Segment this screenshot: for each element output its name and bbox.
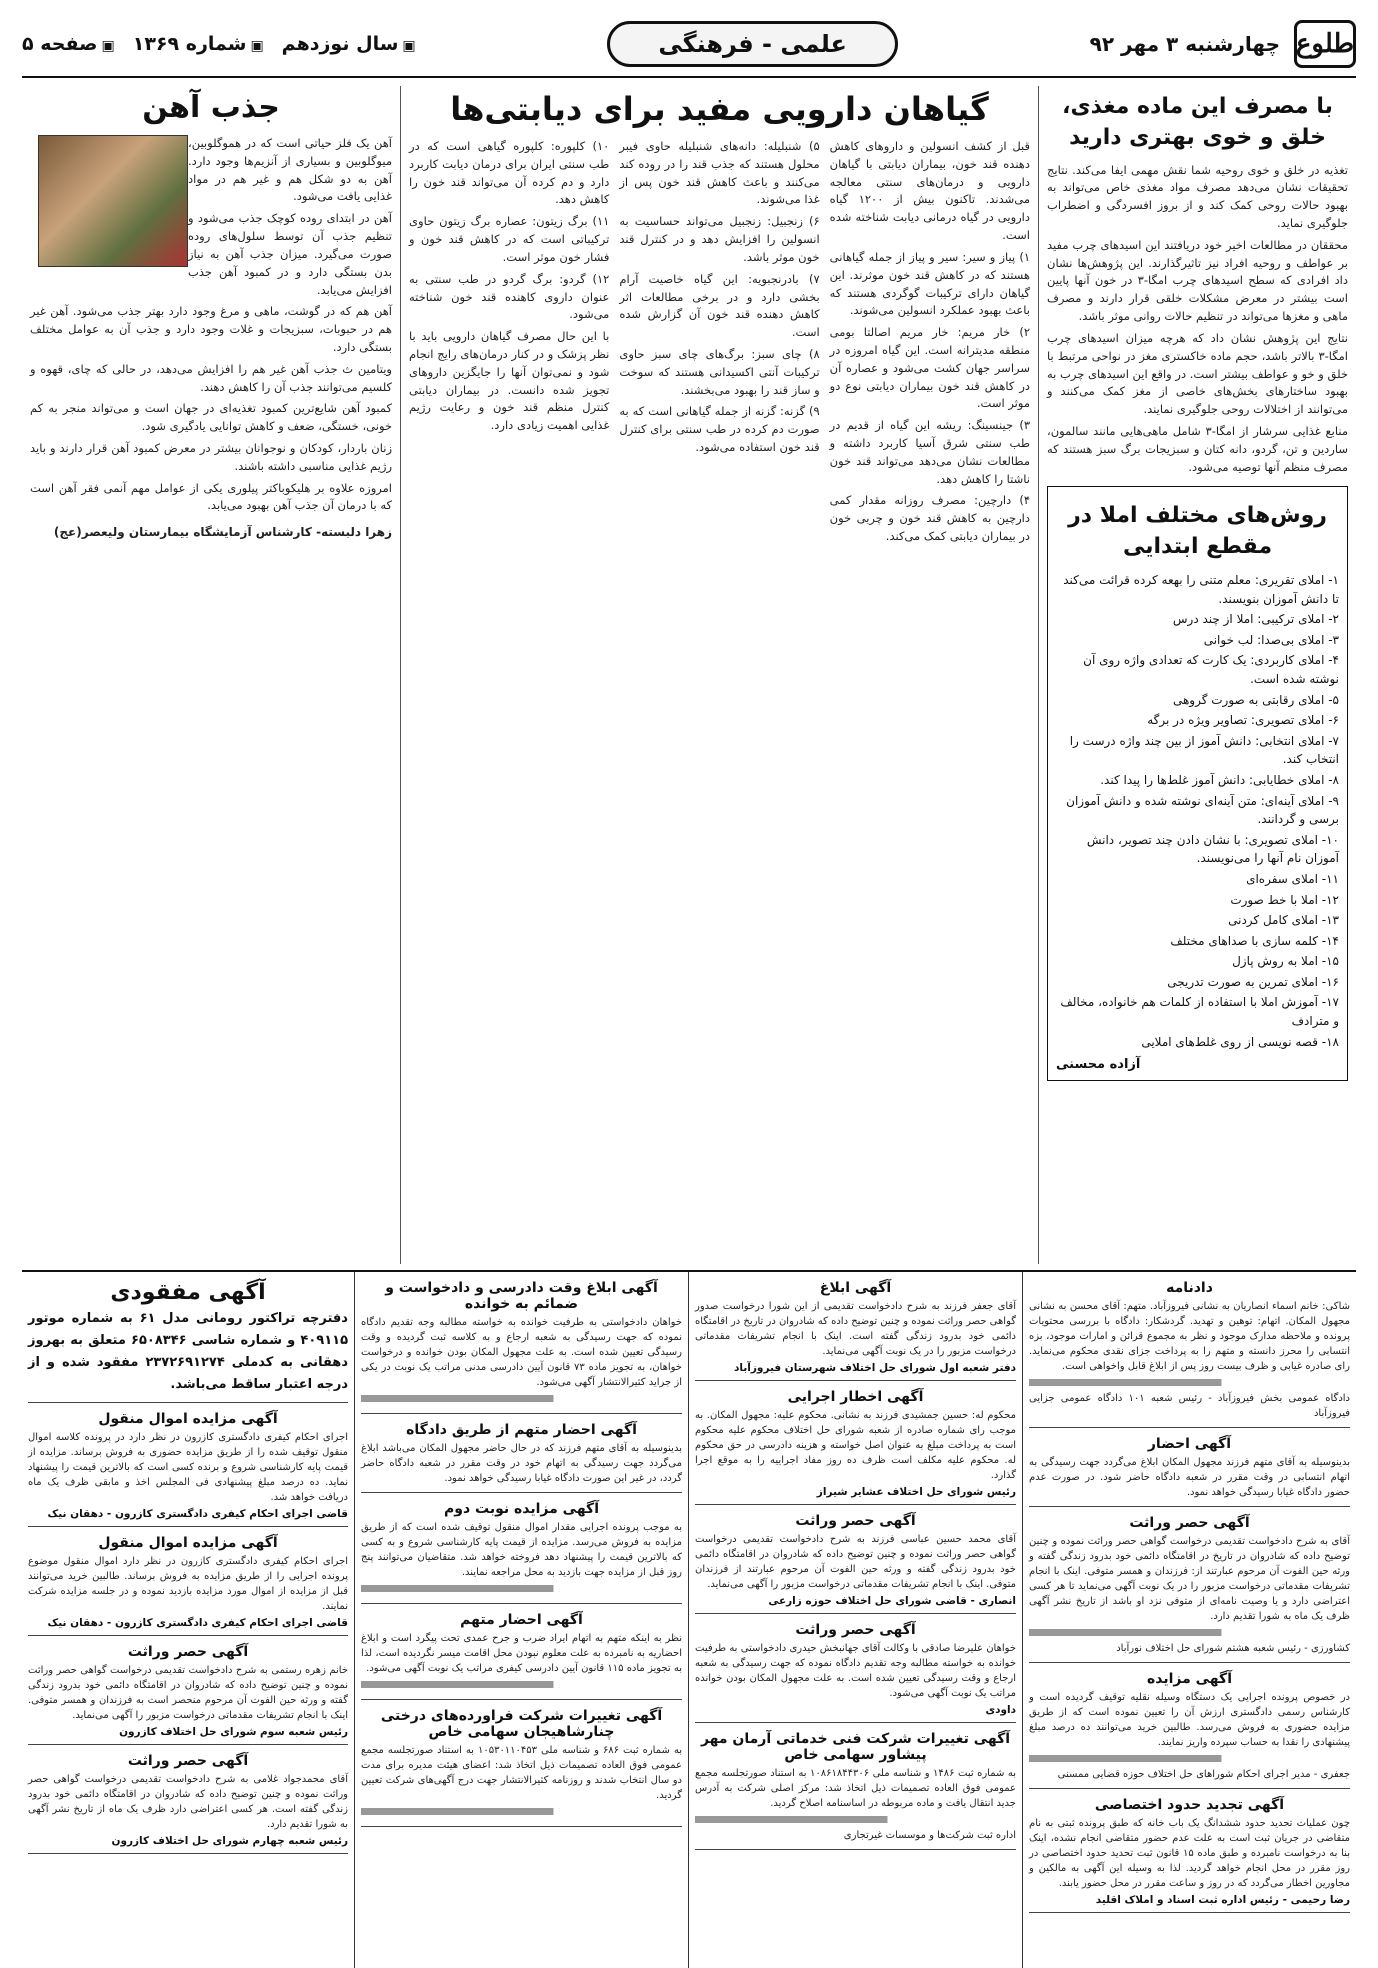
right-column <box>1038 86 1356 1264</box>
list-item: ۱۰- املای تصویری: با نشان دادن چند تصویر، دانش آموزان نام آنها را می‌نویسند. <box>1086 832 1339 866</box>
article-body-diabetes-part2: ۵) شنبلیله: دانه‌های شنبلیله حاوی فیبر محلول هستند که جذب قند را در روده کند می‌کنند و باعث کاهش قند خون پس از غذا می‌شوند. ۶) زنجبیل: زنجبیل می‌تواند حساسیت به انسولین را افزایش دهد و در کنترل قند خون موثر باشد. ۷) بادرنجبویه: این گیاه خاصیت آرام بخشی دارد و در برخی مطالعات اثر کاهش دهنده قند خون آن گزارش شده است. ۸) چای سبز: برگ‌های چای سبز حاوی ترکیبات آنتی اکسیدانی هستند که سوخت و ساز قند را بهبود می‌بخشند. ۹) گزنه: گزنه از جمله گیاهانی است که به صورت دم کرده در طب سنتی برای کنترل قند خون استفاده می‌شود. <box>619 139 820 454</box>
list-item: ۵- املای رقابتی به صورت گروهی <box>1172 692 1339 707</box>
ad-title: آگهی حصر وراثت <box>127 1644 249 1661</box>
ad-title: آگهی حصر وراثت <box>795 1622 916 1638</box>
ad-item <box>28 1276 348 1403</box>
newspaper-logo: طلوع <box>1294 20 1356 68</box>
list-item: ۲- املای ترکیبی: املا از چند درس <box>1172 612 1339 627</box>
issue-date: چهارشنبه ۳ مهر ۹۲ <box>1089 32 1280 56</box>
page-number: ▣ صفحه ۵ <box>22 33 115 55</box>
left-column <box>22 86 400 1264</box>
article-body-mood: تغذیه در خلق و خوی روحیه شما نقش مهمی ایفا می‌کند. نتایج تحقیقات نشان می‌دهد مصرف مواد مغذی خاص می‌تواند به بهبود حالات روحی کمک کند و از بروز افسردگی و اضطراب جلوگیری نماید. محققان در مطالعات اخیر خود دریافتند این اسیدهای چرب مفید بر عواطف و روحیه افراد نیز تاثیرگذارند. این پژوهش‌ها نشان داد افرادی که سطح اسیدهای چرب امگا-۳ در خون آنها پایین است بیشتر در معرض مشکلات خلقی قرار دارند و مصرف ماهی و مغزها می‌تواند در تنظیم حالات روانی موثر باشد. نتایج این پژوهش نشان داد که هرچه میزان اسیدهای چرب امگا-۳ بالاتر باشد، حجم ماده خاکستری مغز در نواحی مرتبط با خلق و خو و عواطف بیشتر است. در واقع این اسیدهای چرب به بهبود ساختارهای بخش‌های خاصی از مغز کمک می‌کنند و می‌توانند از اختلالات روحی جلوگیری نمایند. منابع غذایی سرشار از امگا-۳ شامل ماهی‌هایی مانند سالمون، ساردین و تن، گردو، دانه کتان و سبزیجات برگ سبز هستند که مصرف منظم آنها توصیه می‌شود. <box>1047 162 1349 474</box>
article-body-diabetes-part1: قبل از کشف انسولین و داروهای کاهش دهنده قند خون، بیماران دیابتی با گیاهان دارویی و درمان‌های سنتی معالجه می‌شدند. تاکنون بیش از ۱۲۰۰ گیاه دارویی در گیاه درمانی دیابت شناخته شده است. ۱) پیاز و سیر: سیر و پیاز از جمله گیاهانی هستند که در کاهش قند خون موثرند. این گیاهان دارای ترکیبات گوگردی هستند که باعث بهبود عملکرد انسولین می‌شوند. ۲) خار مریم: خار مریم اصالتا بومی منطقه مدیترانه است. این گیاه امروزه در سراسر جهان کشت می‌شود و عصاره آن در کاهش قند خون بیماران دیابتی نوع دو موثر است. ۳) جینسینگ: ریشه این گیاه از قدیم در طب سنتی شرق آسیا کاربرد داشته و مطالعات نشان می‌دهد می‌تواند قند خون ناشتا را کاهش دهد. ۴) دارچین: مصرف روزانه مقدار کمی دارچین به کاهش قند خون و چربی خون در بیماران دیابتی کمک می‌کند. <box>829 139 1030 544</box>
ad-item: آگهی مزایده اموال منقول اجرای احکام کیفری دادگستری کازرون در نظر دارد اموال منقول موضوع پرونده اجرایی را از طریق مزایده به فروش برساند. طالبین خرید می‌توانند قبل از مزایده از اموال مورد مزایده بازدید نموده و در جلسه مزایده شرکت نمایند. قاضی اجرای احکام کیفری دادگستری کازرون - دهقان نیک <box>28 1531 348 1636</box>
ad-title: آگهی احضار متهم <box>460 1612 583 1628</box>
list-item: ۱۵- املا به روش پازل <box>1232 954 1339 969</box>
article-body-iron: آهن یک فلز حیاتی است که در هموگلوبین، میوگلوبین و بسیاری از آنزیم‌ها وجود دارد. آهن به دو شکل هم و غیر هم در مواد غذایی یافت می‌شود. آهن در ابتدای روده کوچک جذب می‌شود و تنظیم جذب آن توسط سلول‌های روده صورت می‌گیرد. میزان جذب آهن به نیاز بدن بستگی دارد و در کمبود آهن جذب افزایش می‌یابد. آهن هم که در گوشت، ماهی و مرغ وجود دارد بهتر جذب می‌شود. آهن غیر هم در حبوبات، سبزیجات و غلات وجود دارد و جذب آن به عوامل مختلف بستگی دارد. ویتامین ث جذب آهن غیر هم را افزایش می‌دهد، در حالی که چای، قهوه و کلسیم می‌توانند جذب آن را کاهش دهند. کمبود آهن شایع‌ترین کمبود تغذیه‌ای در جهان است و می‌تواند منجر به کم خونی، خستگی، ضعف و کاهش توانایی یادگیری شود. زنان باردار، کودکان و نوجوانان بیشتر در معرض کمبود آهن قرار دارند و باید رژیم غذایی مناسبی داشته باشند. امروزه علاوه بر هلیکوباکتر پیلوری یکی از عوامل مهم آنمی فقر آهن است که با درمان آن جذب آهن بهبود می‌یابد. زهرا دلبسته- کارشناس آزمایشگاه بیمارستان ولیعصر(عج) <box>30 135 392 542</box>
ads-column-3 <box>354 1272 688 1968</box>
ad-signature: قاضی اجرای احکام کیفری دادگستری کازرون - دهقان نیک <box>47 1508 348 1521</box>
ad-signature: قاضی اجرای احکام کیفری دادگستری کازرون - دهقان نیک <box>47 1617 348 1630</box>
ad-item: آگهی احضار متهم نظر به اینکه متهم به اتهام ایراد ضرب و جرح عمدی تحت پیگرد است و ابلاغ احضاریه به نامبرده به علت معلوم نبودن محل اقامت میسر نگردیده است، لذا به تجویز ماده ۱۱۵ قانون آیین دادرسی کیفری مراتب یک نوبت آگهی می‌شود. <box>361 1608 682 1700</box>
article-headline-mood: با مصرف این ماده مغذی، خلق و خوی بهتری دارید <box>1062 94 1333 150</box>
list-item: ۱۶- املای تمرین به صورت تدریجی <box>1167 974 1339 989</box>
ads-column-1 <box>1022 1272 1356 1968</box>
article-headline-diabetes: گیاهان دارویی مفید برای دیابتی‌ها <box>450 90 989 128</box>
ad-item: آگهی حصر وراثت آقای محمد حسین عباسی فرزند به شرح دادخواست تقدیمی درخواست گواهی حصر وراثت نموده و چنین توضیح داده که شادروان در اقامتگاه دائمی خود بدرود زندگی گفته و ورثه حین الفوت آن مرحوم عبارتند از فرزندان متوفی. اینک با انجام تشریفات مقدماتی درخواست مزبور را آگهی می‌نماید. انصاری - قاضی شورای حل اختلاف حوزه زارعی <box>695 1509 1016 1614</box>
spelling-methods-box <box>1047 486 1348 1081</box>
ad-title: آگهی ابلاغ <box>819 1280 892 1296</box>
list-item: ۱۸- قصه نویسی از روی غلط‌های املایی <box>1141 1034 1339 1049</box>
masthead <box>22 18 1356 78</box>
list-item: ۶- املای تصویری: تصاویر ویژه در برگه <box>1147 713 1339 728</box>
ad-title: آگهی مزایده اموال منقول <box>98 1535 278 1552</box>
list-item: ۸- املای خطایابی: دانش آموز غلط‌ها را پیدا کند. <box>1100 772 1339 787</box>
spelling-methods-title: روش‌های مختلف املا در مقطع ابتدایی <box>1068 503 1327 560</box>
ad-title: آگهی احضار متهم از طریق دادگاه <box>406 1422 637 1438</box>
ad-item: آگهی اخطار اجرایی محکوم له: حسین جمشیدی فرزند به نشانی. محکوم علیه: مجهول المکان. به موجب رای شماره صادره از شعبه شورای حل اختلاف محکوم علیه محکوم است به پرداخت مبلغ به عنوان اصل خواسته و هزینه دادرسی در حق محکوم له. محکوم علیه مکلف است ظرف ده روز مفاد اجراییه را به موقع اجرا گذارد. رئیس شورای حل اختلاف عشایر شیراز <box>695 1385 1016 1505</box>
ad-signature: داودی <box>985 1704 1016 1716</box>
ad-signature: رئیس شعبه چهارم شورای حل اختلاف کازرون <box>111 1835 348 1848</box>
middle-column <box>400 86 1038 1264</box>
ad-title: آگهی ابلاغ وقت دادرسی و دادخواست و ضمائم به خوانده <box>385 1280 658 1312</box>
ad-item: آگهی حصر وراثت آقای محمدجواد غلامی به شرح دادخواست تقدیمی درخواست گواهی حصر وراثت نموده و چنین توضیح داده که شادروان در اقامتگاه دائمی خود بدرود زندگی گفته است. هر کسی اعتراضی دارد ظرف یک ماه از تاریخ نشر آگهی به شورا تقدیم دارد. رئیس شعبه چهارم شورای حل اختلاف کازرون <box>28 1749 348 1854</box>
ads-column-4 <box>22 1272 354 1968</box>
article-credit: زهرا دلبسته- کارشناس آزمایشگاه بیمارستان ولیعصر(عج) <box>53 525 392 540</box>
list-item: ۱۱- املای سفره‌ای <box>1246 871 1339 886</box>
ad-item: آگهی تغییرات شرکت فنی خدماتی آرمان مهر پیشاور سهامی خاص به شماره ثبت ۱۴۸۶ و شناسه ملی ۱۰۸۶۱۸۴۴۳۰۶ به استناد صورتجلسه مجمع عمومی فوق العاده تصمیمات ذیل اتخاذ شد: مرکز اصلی شرکت به آدرس جدید انتقال یافت و ماده مربوطه در اساسنامه اصلاح گردید. اداره ثبت شرکت‌ها و موسسات غیرتجاری <box>695 1727 1016 1850</box>
ad-item: آگهی حصر وراثت خواهان علیرضا صادقی با وکالت آقای جهانبخش حیدری دادخواستی به طرفیت خوانده به خواسته مطالبه وجه تقدیم دادگاه نموده که جهت رسیدگی به شعبه ارجاع و وقت رسیدگی تعیین شده است. به علت مجهول المکان بودن خوانده مراتب یک نوبت آگهی می‌شود. داودی <box>695 1618 1016 1723</box>
list-item: ۱۲- املا با خط صورت <box>1230 892 1339 907</box>
ad-title: دادنامه <box>1166 1280 1213 1296</box>
ad-title: آگهی اخطار اجرایی <box>787 1389 924 1405</box>
ad-signature: رضا رحیمی - رئیس اداره ثبت اسناد و املاک اقلید <box>1095 1894 1350 1906</box>
ad-item: آگهی تجدید حدود اختصاصی چون عملیات تحدید حدود ششدانگ یک باب خانه که طبق پرونده ثبتی به نام متقاضی در جریان ثبت است به علت عدم حضور متقاضی انجام نشده، اینک بنا به درخواست نامبرده و طبق ماده ۱۵ قانون ثبت تحدید حدود اختصاصی در روز مقرر در محل انجام خواهد گردید. لذا به وسیله این آگهی به مالکین و مجاورین اخطار می‌گردد که در روز و ساعت مقرر در محل حضور یابند. رضا رحیمی - رئیس اداره ثبت اسناد و املاک اقلید <box>1029 1793 1350 1913</box>
list-item: ۷- املای انتخابی: دانش آموز از بین چند واژه درست را انتخاب کند. <box>1069 733 1339 767</box>
ad-title: آگهی حصر وراثت <box>127 1753 249 1770</box>
ad-signature: رئیس شعبه سوم شورای حل اختلاف کازرون <box>119 1726 348 1739</box>
ad-title: آگهی مفقودی <box>110 1280 266 1305</box>
lost-notice-body: دفترچه تراکتور رومانی مدل ۶۱ به شماره موتور ۴۰۹۱۱۵ و شماره شاسی ۶۵۰۸۳۴۶ متعلق به بهروز دهقانی به کدملی ۲۳۷۲۶۹۱۲۷۴ مفقود شده و از درجه اعتبار ساقط می‌باشد. <box>28 1311 348 1393</box>
list-item: ۴- املای کاربردی: یک کارت که تعدادی واژه روی آن نوشته شده است. <box>1083 653 1339 686</box>
ad-item: آگهی ابلاغ وقت دادرسی و دادخواست و ضمائم به خوانده خواهان دادخواستی به طرفیت خوانده به خواسته مطالبه وجه تقدیم دادگاه نموده که جهت رسیدگی به شعبه ارجاع و به کلاسه ثبت گردیده و وقت رسیدگی تعیین شده است. به علت مجهول المکان بودن خوانده و درخواست خواهان، به تجویز ماده ۷۳ قانون آیین دادرسی مدنی مراتب یک نوبت در یکی از جراید کثیرالانتشار آگهی می‌شود. <box>361 1276 682 1414</box>
spelling-methods-list <box>1056 571 1339 1051</box>
ad-title: آگهی مزایده نوبت دوم <box>443 1501 599 1517</box>
ad-item: دادنامه شاکی: خانم اسماء انصاریان به نشانی فیروزآباد. متهم: آقای محسن به نشانی مجهول المکان. اتهام: توهین و تهدید. گردشکار: دادگاه با بررسی محتویات پرونده و ملاحظه مدارک موجود و نظر به مجموع قرائن و امارات موجود، بزه انتسابی را محرز دانسته و متهم را به پرداخت جزای نقدی محکوم می‌نماید. رای صادره غیابی و ظرف بیست روز پس از ابلاغ قابل واخواهی است. دادگاه عمومی بخش فیروزآباد - رئیس شعبه ۱۰۱ دادگاه عمومی جزایی فیروزآباد <box>1029 1276 1350 1428</box>
ad-item: آگهی احضار بدینوسیله به آقای متهم فرزند مجهول المکان ابلاغ می‌گردد جهت رسیدگی به اتهام انتسابی در وقت مقرر در شعبه دادگاه حاضر شود. در صورت عدم حضور دادگاه غیابا رسیدگی خواهد نمود. <box>1029 1432 1350 1507</box>
ad-title: آگهی تجدید حدود اختصاصی <box>1094 1797 1285 1813</box>
list-item: ۳- املای بی‌صدا: لب خوانی <box>1203 632 1339 647</box>
classified-ads <box>22 1270 1356 1968</box>
issue-number: ▣ شماره ۱۳۶۹ <box>133 33 264 55</box>
ad-title: آگهی مزایده اموال منقول <box>98 1411 278 1428</box>
food-photo <box>38 135 188 267</box>
ad-item: آگهی حصر وراثت خانم زهره رستمی به شرح دادخواست تقدیمی درخواست گواهی حصر وراثت نموده و چنین توضیح داده که شادروان در اقامتگاه دائمی خود بدرود زندگی گفته و ورثه حین الفوت آن مرحوم منحصر است به فرزندان و همسر متوفی. اینک با انجام تشریفات مقدماتی درخواست مزبور را آگهی می‌نماید. رئیس شعبه سوم شورای حل اختلاف کازرون <box>28 1640 348 1745</box>
ad-item: آگهی ابلاغ آقای جعفر فرزند به شرح دادخواست تقدیمی از این شورا درخواست صدور گواهی حصر وراثت نموده و چنین توضیح داده که شادروان در تاریخ در اقامتگاه دائمی خود بدرود زندگی گفته است. اینک با انجام تشریفات مقدماتی درخواست مزبور را در یک نوبت آگهی می‌نماید. دفتر شعبه اول شورای حل اختلاف شهرستان فیروزآباد <box>695 1276 1016 1381</box>
list-item: ۱۳- املای کامل کردنی <box>1228 913 1339 928</box>
ad-signature: رئیس شورای حل اختلاف عشایر شیراز <box>816 1486 1016 1498</box>
ad-title: آگهی تغییرات شرکت فنی خدماتی آرمان مهر پیشاور سهامی خاص <box>700 1731 1011 1763</box>
ad-title: آگهی حصر وراثت <box>1129 1515 1250 1531</box>
ad-item: آگهی مزایده نوبت دوم به موجب پرونده اجرایی مقدار اموال منقول توقیف شده است که از طریق مزایده به فروش می‌رسد. مزایده از قیمت پایه کارشناسی شروع و به کسی که بالاترین قیمت را پیشنهاد دهد فروخته خواهد شد. متقاضیان می‌توانند پنج روز قبل از مزایده جهت بازدید به محل مراجعه نمایند. <box>361 1497 682 1604</box>
list-item: ۹- املای آینه‌ای: متن آینه‌ای نوشته شده و دانش آموزان برسی و گردانند. <box>1066 793 1339 827</box>
list-item: ۱۴- کلمه سازی با صداهای مختلف <box>1170 933 1339 948</box>
ad-title: آگهی حصر وراثت <box>795 1513 916 1529</box>
ad-title: آگهی مزایده <box>1146 1671 1232 1687</box>
ads-column-2 <box>688 1272 1022 1968</box>
article-author: آزاده محسنی <box>1056 1057 1141 1073</box>
ad-item: آگهی تغییرات شرکت فراورده‌های درختی چنارشاهیجان سهامی خاص به شماره ثبت ۶۸۶ و شناسه ملی ۱۰۵۳۰۱۱۰۴۵۳ به استناد صورتجلسه مجمع عمومی فوق العاده تصمیمات ذیل اتخاذ شد: اعضای هیئت مدیره برای مدت دو سال انتخاب شدند و روزنامه کثیرالانتشار جهت درج آگهی‌های شرکت تعیین گردید. <box>361 1704 682 1827</box>
ad-title: آگهی تغییرات شرکت فراورده‌های درختی چنارشاهیجان سهامی خاص <box>380 1708 663 1740</box>
section-title: علمی - فرهنگی <box>607 21 898 67</box>
ad-item: آگهی مزایده در خصوص پرونده اجرایی یک دستگاه وسیله نقلیه توقیف گردیده است و کارشناس رسمی دادگستری ارزش آن را تعیین نموده است که از طریق مزایده حضوری به فروش می‌رسد. طالبین خرید می‌توانند ده درصد مبلغ پیشنهادی را نقدا به حساب سپرده واریز نمایند. جعفری - مدیر اجرای احکام شوراهای حل اختلاف حوزه قضایی ممسنی <box>1029 1667 1350 1789</box>
article-body-diabetes-part3: ۱۰) کلپوره: کلپوره گیاهی است که در طب سنتی ایران برای درمان دیابت کاربرد دارد و دم کرده آن می‌تواند قند خون را کاهش دهد. ۱۱) برگ زیتون: عصاره برگ زیتون حاوی ترکیباتی است که در کاهش قند خون و فشار خون موثر است. ۱۲) گردو: برگ گردو در طب سنتی به عنوان داروی کاهنده قند خون شناخته می‌شود. با این حال مصرف گیاهان دارویی باید با نظر پزشک و در کنار درمان‌های رایج انجام شود و نمی‌توان آنها را جایگزین داروهای تجویز شده دانست. در بیماران دیابتی کنترل منظم قند خون و رعایت رژیم غذایی اهمیت زیادی دارد. <box>409 139 610 433</box>
ad-item: آگهی حصر وراثت آقای به شرح دادخواست تقدیمی درخواست گواهی حصر وراثت نموده و چنین توضیح داده که شادروان در تاریخ در اقامتگاه دائمی خود بدرود زندگی گفته و ورثه حین الفوت آن مرحوم عبارتند از: فرزندان و همسر متوفی. اینک با انجام تشریفات مقدماتی درخواست مزبور را در یک نوبت آگهی می‌نماید تا هر کسی اعتراضی دارد و یا وصیت نامه‌ای از متوفی نزد او باشد از تاریخ نشر آگهی ظرف یک ماه به شورا تقدیم دارد. کشاورزی - رئیس شعبه هشتم شورای حل اختلاف نورآباد <box>1029 1511 1350 1663</box>
list-item: ۱۷- آموزش املا با استفاده از کلمات هم خانواده، مخالف و مترادف <box>1060 995 1339 1029</box>
article-headline-iron: جذب آهن <box>142 90 280 125</box>
ad-title: آگهی احضار <box>1147 1436 1232 1452</box>
volume-year: ▣ سال نوزدهم <box>282 33 416 55</box>
ad-item: آگهی مزایده اموال منقول اجرای احکام کیفری دادگستری کازرون در نظر دارد در پرونده کلاسه اموال منقول توقیف شده را از طریق مزایده حضوری به فروش برساند. مزایده از قیمت پایه کارشناسی شروع و برنده کسی است که بالاترین قیمت را پیشنهاد نماید. ده درصد مبلغ پیشنهادی فی المجلس اخذ و مابقی ظرف یک ماه دریافت خواهد شد. قاضی اجرای احکام کیفری دادگستری کازرون - دهقان نیک <box>28 1407 348 1527</box>
ad-item: آگهی احضار متهم از طریق دادگاه بدینوسیله به آقای متهم فرزند که در حال حاضر مجهول المکان می‌باشد ابلاغ می‌گردد جهت رسیدگی به اتهام خود در وقت مقرر در شعبه دادگاه حاضر گردد، در غیر این صورت دادگاه غیابا رسیدگی خواهد نمود. <box>361 1418 682 1493</box>
ad-signature: انصاری - قاضی شورای حل اختلاف حوزه زارعی <box>768 1595 1016 1607</box>
ad-signature: دفتر شعبه اول شورای حل اختلاف شهرستان فیروزآباد <box>734 1362 1016 1374</box>
list-item: ۱- املای تقریری: معلم متنی را بهعه کرده قرائت می‌کند تا دانش آموزان بنویسند. <box>1063 573 1339 606</box>
